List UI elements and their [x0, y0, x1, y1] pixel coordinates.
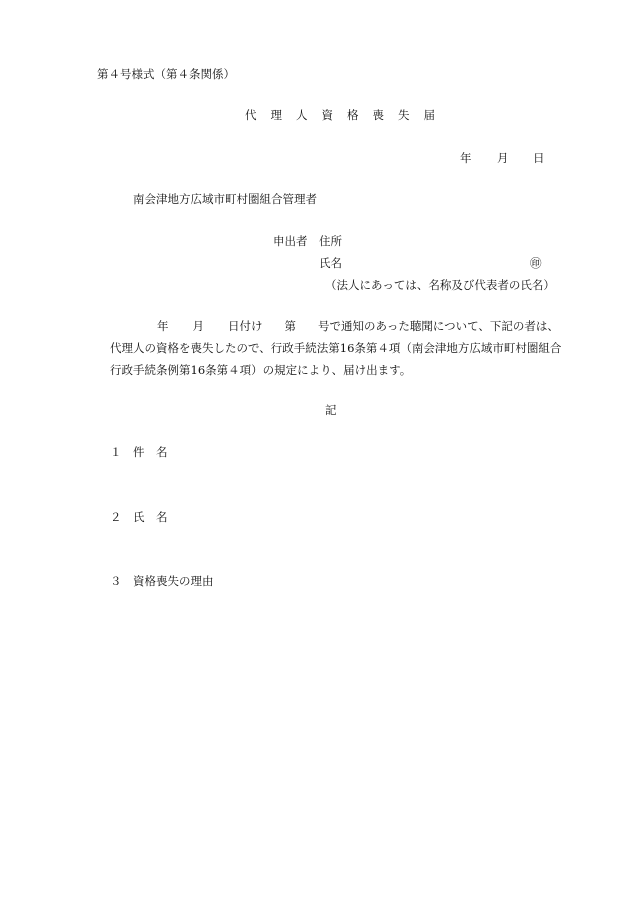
applicant-label: 申出者 [273, 234, 308, 248]
name-label: 氏名 [319, 256, 342, 270]
recipient-name: 南会津地方広域市町村圏組合管理者 [133, 192, 317, 206]
corporation-note: （法人にあっては、名称及び代表者の氏名） [325, 278, 555, 292]
date-day-label: 日 [533, 151, 545, 165]
body-line-1-rest: 号で通知のあった聴聞について、下記の者は、 [318, 319, 559, 333]
body-month-label: 月 [192, 319, 204, 333]
date-month-label: 月 [497, 151, 509, 165]
item-1-label: 件 名 [133, 445, 168, 459]
body-line-1 [157, 321, 559, 333]
body-line-3: 行政手続条例第16条第４項）の規定により、届け出ます。 [110, 363, 412, 377]
address-label: 住所 [319, 234, 342, 248]
item-2-number: ２ [110, 510, 122, 524]
item-1-number: １ [110, 445, 122, 459]
body-number-prefix: 第 [284, 319, 296, 333]
seal-mark: ㊞ [530, 256, 542, 270]
date-year-label: 年 [460, 151, 472, 165]
item-2-label: 氏 名 [133, 510, 168, 524]
document-title: 代理人資格喪失届 [245, 108, 449, 122]
body-year-label: 年 [157, 319, 169, 333]
item-3-label: 資格喪失の理由 [133, 574, 214, 588]
body-line-2: 代理人の資格を喪失したので、行政手続法第16条第４項（南会津地方広域市町村圏組合 [110, 341, 562, 355]
body-dated-label: 日付け [228, 319, 263, 333]
form-number: 第４号様式（第４条関係） [97, 67, 235, 81]
item-3-number: ３ [110, 574, 122, 588]
note-heading: 記 [325, 403, 337, 417]
